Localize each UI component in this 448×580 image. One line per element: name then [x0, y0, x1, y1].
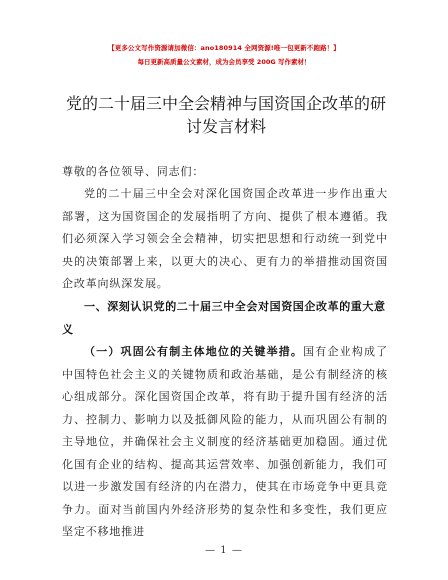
section-heading: 一、深刻认识党的二十届三中全会对国资国企改革的重大意义: [62, 300, 386, 336]
intro-paragraph: 党的二十届三中全会对深化国资国企改革进一步作出重大部署，这为国资国企的发展指明了方向、提供了根本遵循。我们必须深入学习领会全会精神，切实把思想和行动统一到党中央的决策部署上来，以更大的决心、更有力的举措推动国资国企改革向纵深发展。: [62, 187, 388, 290]
subsection-body: 国有企业构成了中国特色社会主义的关键物质和政治基础，是公有制经济的核心组成部分。深化国资国企改革，将有助于提升国有经济的活力、控制力、影响力以及抵御风险的能力，从而巩固公有制的主导地位，并确保社会主义制度的经济基础更加稳固。通过优化国有企业的结构、提高其运营效率、加强创新能力，我们可以进一步激发国有经济的内在潜力，使其在市场竞争中更具竞争力。面对当前国内外经济形势的复杂性和多变性，我们更应坚定不移地推进: [62, 345, 388, 538]
document-title: 党的二十届三中全会精神与国资国企改革的研讨发言材料: [65, 94, 386, 136]
subsection-heading: （一）巩固公有制主体地位的关键举措。: [84, 345, 304, 358]
subsection-paragraph: [62, 341, 388, 544]
promo-banner-line2: 每日更新高质量公文素材，成为会员享受 200G 写作素材！: [137, 58, 311, 66]
page-number: — 1 —: [205, 545, 243, 556]
promo-banner-line1: 【更多公文写作资源请加微信：ano180914 全网资源!唯一包更新不跑路！】: [108, 44, 340, 52]
greeting: 尊敬的各位领导、同志们：: [62, 165, 205, 178]
